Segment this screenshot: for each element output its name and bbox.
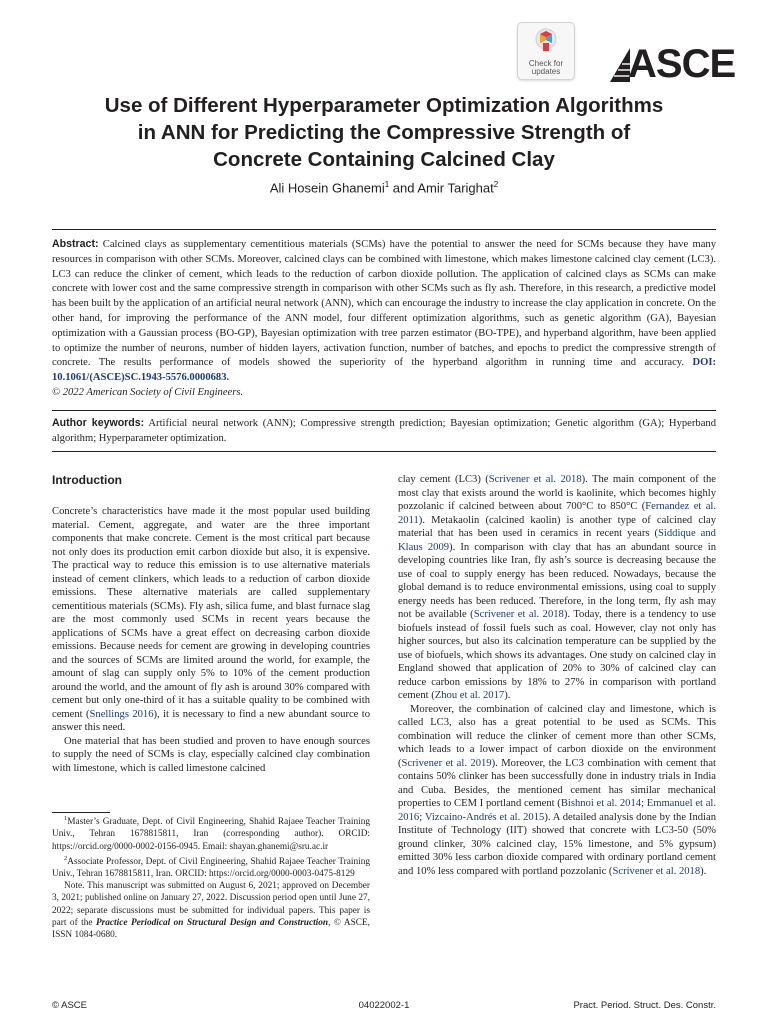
right-p1-text: ). In comparison with clay that has an abundant source in developing countries like Iran, fly ash’s source is decreasing because the use of coal to supply energy has been reduced. Nowadays, because the global demand is to reduce environmental emissions, using coal to supply energy needs has been reduced. Therefore, in the long term, fly ash may not be available ( (398, 541, 716, 620)
footnote-2 (52, 853, 370, 881)
right-p2-text: Moreover, the combination of calcined clay and limestone, which is called LC3, also has a great potential to be used as SCMs. This combination will reduce the clinker of cement more than other SCMs, which leads to a lower impact of carbon dioxide on the environment ( (398, 703, 716, 769)
badge-label (518, 60, 574, 76)
citation-link[interactable]: Siddique and Klaus 2009 (398, 528, 716, 553)
citation-separator: ; (641, 798, 647, 809)
left-column (52, 505, 370, 775)
author-2-affil: 2 (493, 180, 499, 189)
abstract-top-rule (52, 229, 716, 230)
citation-link[interactable]: Scrivener et al. 2019 (401, 757, 492, 769)
title-line: Use of Different Hyperparameter Optimization Algorithms (104, 94, 664, 117)
footnote-1 (52, 813, 370, 853)
footer-journal-abbrev: Pract. Period. Struct. Des. Constr. (573, 1000, 716, 1011)
footer-page-number: 04022002-1 (358, 1000, 410, 1011)
keywords-label: Author keywords: (52, 417, 145, 429)
submission-note (52, 880, 370, 941)
right-p1-text: clay cement (LC3) ( (398, 474, 489, 485)
right-p1-text: ). (504, 690, 511, 701)
right-p1-text: ). The main component of the most clay that exists around the world is kaolinite, which becomes highly pozzolanic if calcined between about 700°C to 850°C ( (398, 474, 717, 512)
abstract-text: Calcined clays as supplementary cementitious materials (SCMs) have the potential to answer the need for SCMs because they have many resources in comparison with other SCMs. Moreover, calcined clays can be combined with limestone, which makes limestone calcined clay cement (LC3). LC3 can reduce the clinker of cement, which leads to the reduction of carbon dioxide pollution. The application of calcined clays as SCMs can make concrete with lower cost and the same compressive strength in comparison with other SCMs such as fly ash. Therefore, in this research, a predictive model has been built by the application of an artificial neural network (ANN), which can encourage the industry to increase the clay application in concrete. On the other hand, for improving the performance of the ANN model, four different optimization algorithms, such as genetic algorithm (GA), Bayesian optimization with a Gaussian process (BO-GP), Bayesian optimization with tree parzen estimator (BO-TPE), and hyperband algorithm, have been applied to optimize the number of neurons, number of hidden layers, activation function, number of batches, and epochs to predict the compressive strength of concrete. The results performance of models showed the superiority of the hyperband algorithm in running time and accuracy. (52, 239, 716, 369)
citation-link[interactable]: Snellings 2016 (89, 708, 154, 720)
asce-logo-mark-icon (610, 48, 630, 82)
crossmark-icon (535, 28, 557, 54)
footnote-2-marker: 2 (64, 854, 68, 862)
citation-link[interactable]: Vizcaíno-Andrés et al. 2015 (424, 811, 545, 823)
citation-link[interactable]: Scrivener et al. 2018 (473, 609, 564, 620)
right-p2-text: ). (700, 865, 707, 877)
article-title (40, 92, 728, 173)
keywords-text: Artificial neural network (ANN); Compressive strength prediction; Bayesian optimization; Genetic algorithm (GA); Hyperband algorithm; Hyperparameter optimization. (52, 418, 716, 444)
note-text-a: Note. This manuscript was submitted on August 6, 2021; approved on December 3, 2021; published online on January 27, 2022. Discussion period open until June 27, 2022; separate discussions must be submitted for individual papers. This paper is part of the (52, 881, 370, 928)
author-line (40, 180, 728, 195)
introduction-heading: Introduction (52, 473, 122, 487)
footnotes (52, 813, 370, 941)
citation-link[interactable]: Emmanuel et al. 2016 (398, 798, 716, 823)
author-2: Amir Tarighat (417, 180, 494, 196)
journal-name: Practice Periodical on Structural Design and Construction (95, 917, 329, 928)
right-column (398, 473, 716, 878)
author-1: Ali Hosein Ghanemi (269, 180, 385, 196)
right-p1-text: ). Today, there is a tendency to use biofuels instead of fossil fuels such as coal. However, clay not only has higher sources, but also its calcination temperature can be supplied by the use of biofuels, which shows its advantages. One study on calcined clay in England showed that application of 20% to 30% of calcined clay can reduce carbon emissions by 18% to 27% in comparison with portland cement ( (398, 609, 716, 701)
intro-p1-text-a: Concrete’s characteristics have made it the most popular used building material. Cement, aggregate, and water are the three important components that make concrete. Cement is the most critical part because not only does its production emit carbon dioxide but also, it is expensive. The practical way to reduce this emission is to use alternative materials instead of cement clinkers, which leads to a reduction of carbon dioxide emissions. These alternative materials are called supplementary cementitious materials (SCMs). Fly ash, silica fume, and blast furnace slag are the most commonly used SCMs in recent years because the applications of SCMs have a great effect on decreasing carbon dioxide emissions. Because needs for cement are growing in developing countries and the sources of SCMs are limited around the world, for example, the amount of slag can supply only 5% to 10% of the cement production around the world, and the amount of fly ash is around 30% compared with cement but only one-third of it has a suitable quality to be combined with cement ( (52, 506, 370, 720)
title-line: Concrete Containing Calcined Clay (213, 148, 555, 171)
badge-line-1: Check for (528, 59, 564, 68)
footnote-1-text: Master’s Graduate, Dept. of Civil Engineering, Shahid Rajaee Teacher Training Univ., Tehran 1678815811, Iran (corresponding author). ORCID: https://orcid.org/0000-0002-0156-0945. Email: shayan.ghanemi@sru.ac.ir (52, 817, 370, 852)
abstract (52, 237, 716, 401)
author-conjunction: and (389, 180, 418, 196)
footer-copyright: © ASCE (52, 1000, 87, 1011)
right-paragraph-1 (398, 473, 716, 703)
right-p2-text: ). A detailed analysis done by the Indian Institute of Technology (IIT) showed that concrete with LC3-50 (50% ground clinker, 30% calcined clay, 15% limestone, and 5% gypsum) emitted 30% less carbon dioxide compared with ordinary portland cement and 10% less compared with portland pozzolanic ( (398, 811, 716, 877)
author-keywords (52, 416, 716, 447)
badge-line-2: updates (531, 67, 561, 76)
keywords-top-rule (52, 410, 716, 411)
keywords-bottom-rule (52, 451, 716, 452)
footnote-1-marker: 1 (64, 815, 68, 822)
check-for-updates-badge[interactable] (517, 22, 575, 80)
right-p1-text: ). Metakaolin (calcined kaolin) is another type of calcined clay material that has been used in ceramics in recent years ( (398, 514, 716, 539)
note-text-b: , © ASCE, ISSN 1084-0680. (52, 917, 371, 941)
intro-paragraph-2: One material that has been studied and proven to have enough sources to supply the need of SCMs is clay, especially calcined clay combination with limestone, which is called limestone calcined (52, 735, 370, 774)
doi-label: DOI: (692, 357, 716, 369)
footnote-2-text: Associate Professor, Dept. of Civil Engineering, Shahid Rajaee Teacher Training Univ., Tehran 1678815811, Iran. ORCID: https://orcid.org/0000-0003-0475-8129 (52, 856, 370, 879)
citation-link[interactable]: Bishnoi et al. 2014 (560, 798, 642, 809)
abstract-label: Abstract: (52, 238, 99, 250)
citation-link[interactable]: Scrivener et al. 2018 (612, 865, 701, 877)
doi-link[interactable]: 10.1061/(ASCE)SC.1943-5576.0000683. (52, 372, 230, 384)
asce-logo-text: ASCE (628, 42, 736, 86)
intro-paragraph-1 (52, 505, 370, 735)
right-paragraph-2 (398, 703, 716, 879)
author-1-affil: 1 (384, 180, 390, 189)
title-line: in ANN for Predicting the Compressive Strength of (137, 121, 631, 144)
right-p2-text: ). Moreover, the LC3 combination with cement that contains 50% clinker has been successfully done in industry trials in India and Cuba. Besides, the mentioned cement has similar mechanical properties to CEM I portland cement ( (398, 757, 716, 809)
asce-logo (610, 42, 736, 86)
intro-p1-text-b: ), it is necessary to find a new abundant source to answer this need. (52, 708, 370, 733)
citation-separator: ; (419, 811, 425, 823)
citation-link[interactable]: Fernandez et al. 2011 (398, 501, 716, 526)
citation-link[interactable]: Zhou et al. 2017 (434, 690, 505, 701)
copyright-line: © 2022 American Society of Civil Engineers. (52, 386, 244, 398)
citation-link[interactable]: Scrivener et al. 2018 (488, 474, 582, 485)
